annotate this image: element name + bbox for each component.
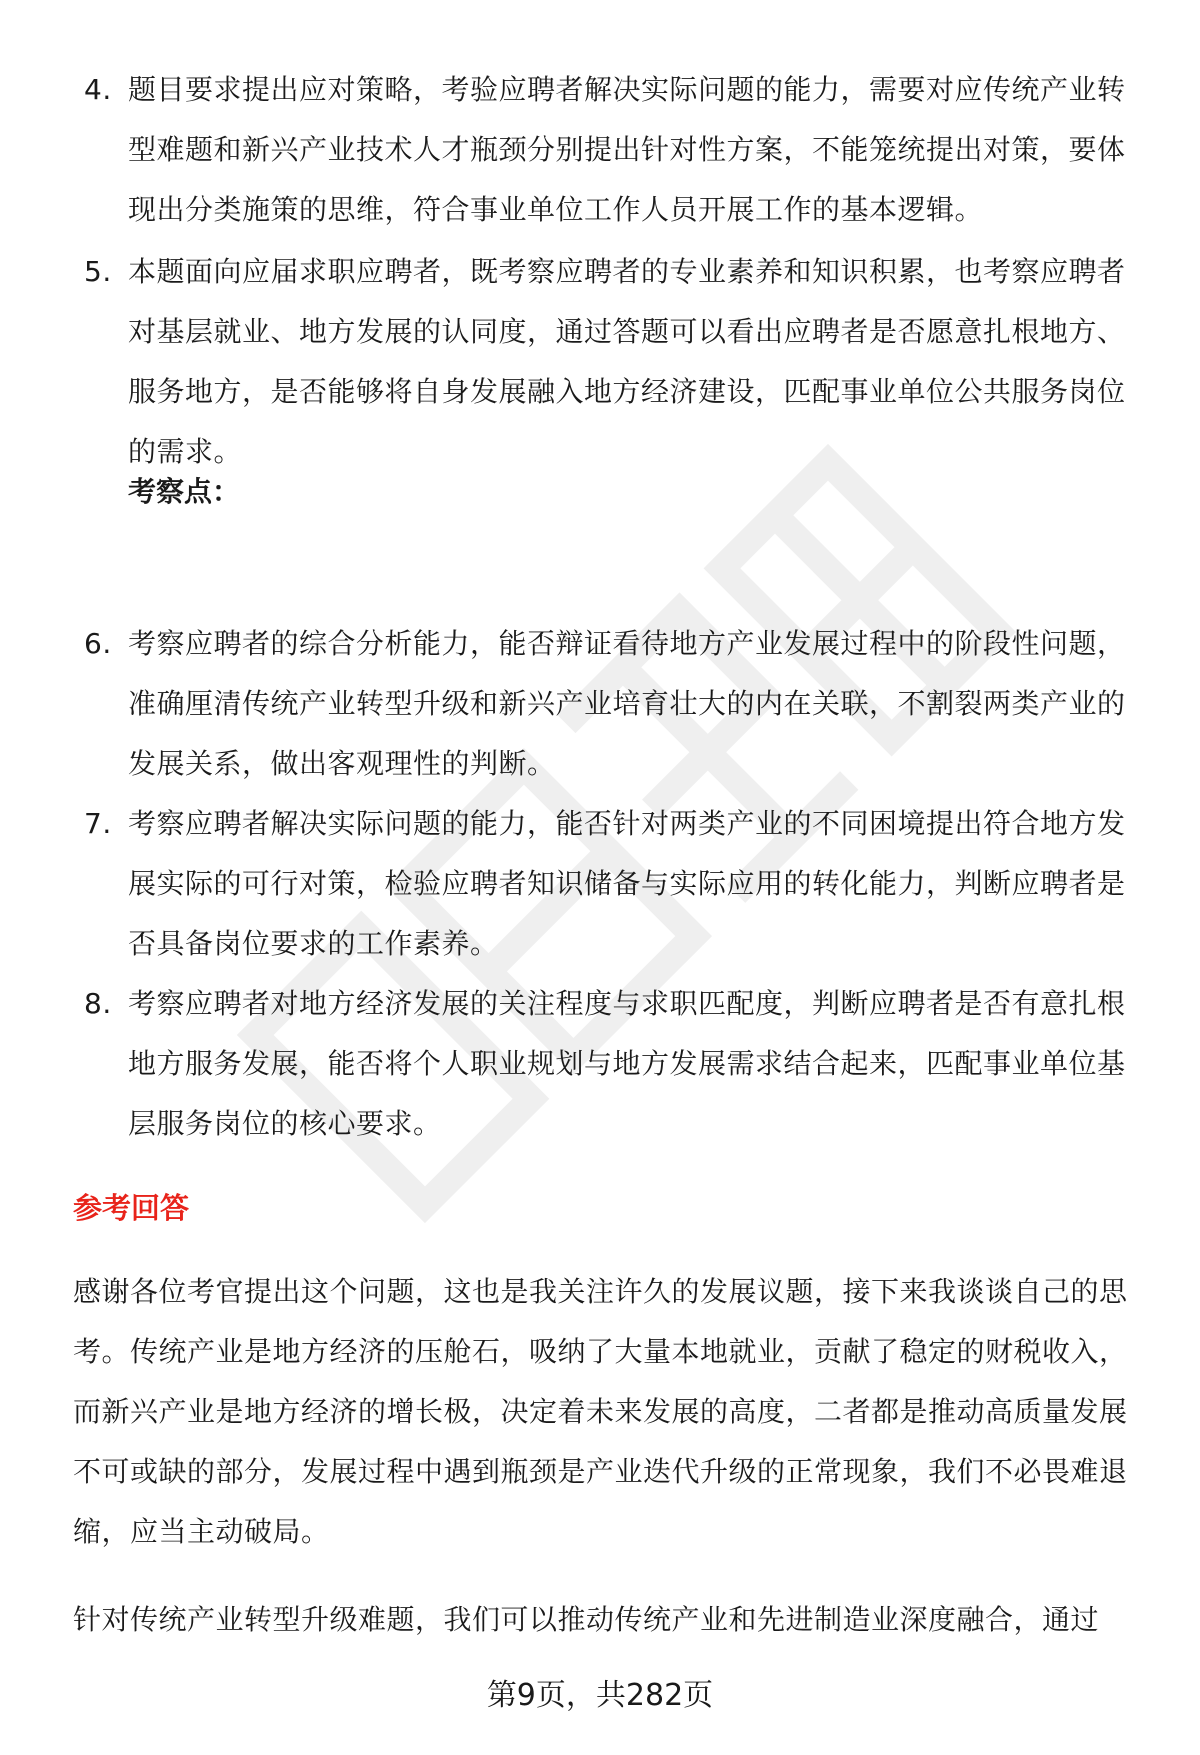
list-item-number: 6. [84,627,112,660]
answer-paragraph: 针对传统产业转型升级难题，我们可以推动传统产业和先进制造业深度融合，通过 [73,1603,1100,1636]
list-item-number: 4. [84,73,112,106]
list-item [0,974,1200,1154]
list-item-text: 考察应聘者对地方经济发展的关注程度与求职匹配度，判断应聘者是否有意扎根地方服务发展，能否将个人职业规划与地方发展需求结合起来，匹配事业单位基层服务岗位的核心要求。 [128,987,1126,1140]
list-item-text: 考察应聘者的综合分析能力，能否辩证看待地方产业发展过程中的阶段性问题，准确厘清传统产业转型升级和新兴产业培育壮大的内在关联，不割裂两类产业的发展关系，做出客观理性的判断。 [128,627,1126,780]
answer-heading: 参考回答 [73,1191,190,1225]
list-item-number: 7. [84,807,112,840]
list-item-number: 5. [84,255,112,288]
list-item [0,60,1200,240]
exam-points-heading: 考察点： [128,475,241,508]
list-points [0,614,1200,1154]
list-item-number: 8. [84,987,112,1020]
list-item [0,614,1200,794]
list-top [0,60,1200,482]
list-item-text: 本题面向应届求职应聘者，既考察应聘者的专业素养和知识积累，也考察应聘者对基层就业、地方发展的认同度，通过答题可以看出应聘者是否愿意扎根地方、服务地方，是否能够将自身发展融入地方经济建设，匹配事业单位公共服务岗位的需求。 [128,255,1126,468]
page-footer: 第9页，共282页 [486,1678,714,1713]
answer-paragraph: 感谢各位考官提出这个问题，这也是我关注许久的发展议题，接下来我谈谈自己的思考。传统产业是地方经济的压舱石，吸纳了大量本地就业，贡献了稳定的财税收入，而新兴产业是地方经济的增长极，决定着未来发展的高度，二者都是推动高质量发展不可或缺的部分，发展过程中遇到瓶颈是产业迭代升级的正常现象，我们不必畏难退缩，应当主动破局。 [73,1275,1128,1548]
list-item-text: 考察应聘者解决实际问题的能力，能否针对两类产业的不同困境提出符合地方发展实际的可行对策，检验应聘者知识储备与实际应用的转化能力，判断应聘者是否具备岗位要求的工作素养。 [128,807,1126,960]
list-item [0,794,1200,974]
list-item [0,242,1200,482]
list-item-text: 题目要求提出应对策略，考验应聘者解决实际问题的能力，需要对应传统产业转型难题和新兴产业技术人才瓶颈分别提出针对性方案，不能笼统提出对策，要体现出分类施策的思维，符合事业单位工作人员开展工作的基本逻辑。 [128,73,1126,226]
